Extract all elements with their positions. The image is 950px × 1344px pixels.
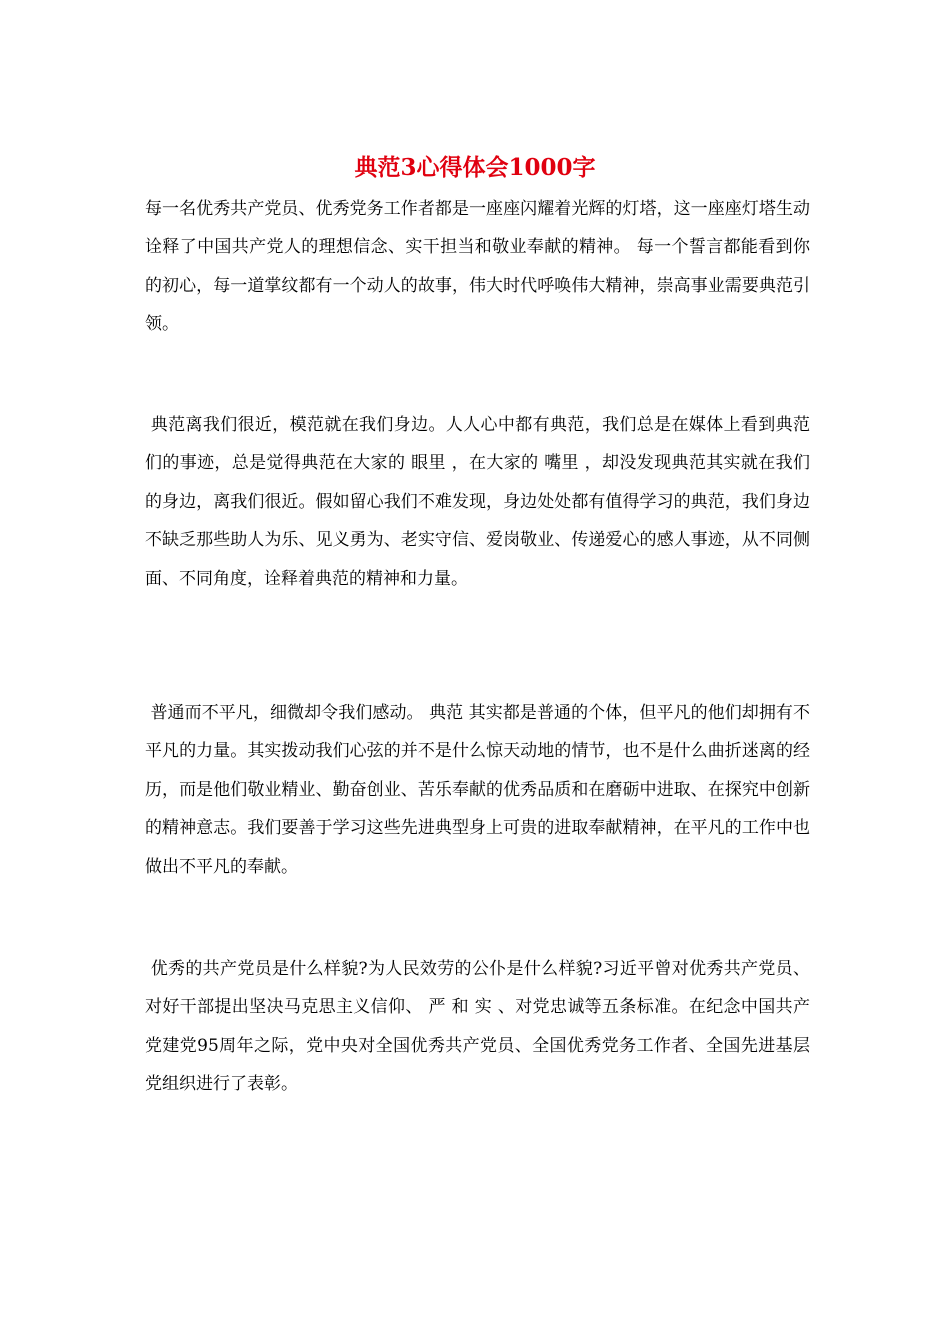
paragraph-4: 优秀的共产党员是什么样貌?为人民效劳的公仆是什么样貌?习近平曾对优秀共产党员、对好干部提出坚决马克思主义信仰、 严 和 实 、对党忠诚等五条标准。在纪念中国共产党建党95周年之际，党中央对全国优秀共产党员、全国优秀党务工作者、全国先进基层党组织进行了表彰。 [145, 959, 811, 1095]
paragraph-3: 普通而不平凡，细微却令我们感动。 典范 其实都是普通的个体，但平凡的他们却拥有不平凡的力量。其实拨动我们心弦的并不是什么惊天动地的情节，也不是什么曲折迷离的经历，而是他们敬业精业、勤奋创业、苦乐奉献的优秀品质和在磨砺中进取、在探究中创新的精神意志。我们要善于学习这些先进典型身上可贵的进取奉献精神，在平凡的工作中也做出不平凡的奉献。 [145, 703, 811, 877]
paragraph-2: 典范离我们很近，模范就在我们身边。人人心中都有典范，我们总是在媒体上看到典范们的事迹，总是觉得典范在大家的 眼里 ，在大家的 嘴里 ，却没发现典范其实就在我们的身边，离我们很近。假如留心我们不难发现，身边处处都有值得学习的典范，我们身边不缺乏那些助人为乐、见义勇为、老实守信、爱岗敬业、传递爱心的感人事迹，从不同侧面、不同角度，诠释着典范的精神和力量。 [145, 415, 810, 589]
document-title: 典范3心得体会1000字 [354, 154, 596, 181]
paragraph-1: 每一名优秀共产党员、优秀党务工作者都是一座座闪耀着光辉的灯塔，这一座座灯塔生动诠释了中国共产党人的理想信念、实干担当和敬业奉献的精神。 每一个誓言都能看到你的初心，每一道掌纹都有一个动人的故事，伟大时代呼唤伟大精神，崇高事业需要典范引领。 [145, 199, 810, 335]
